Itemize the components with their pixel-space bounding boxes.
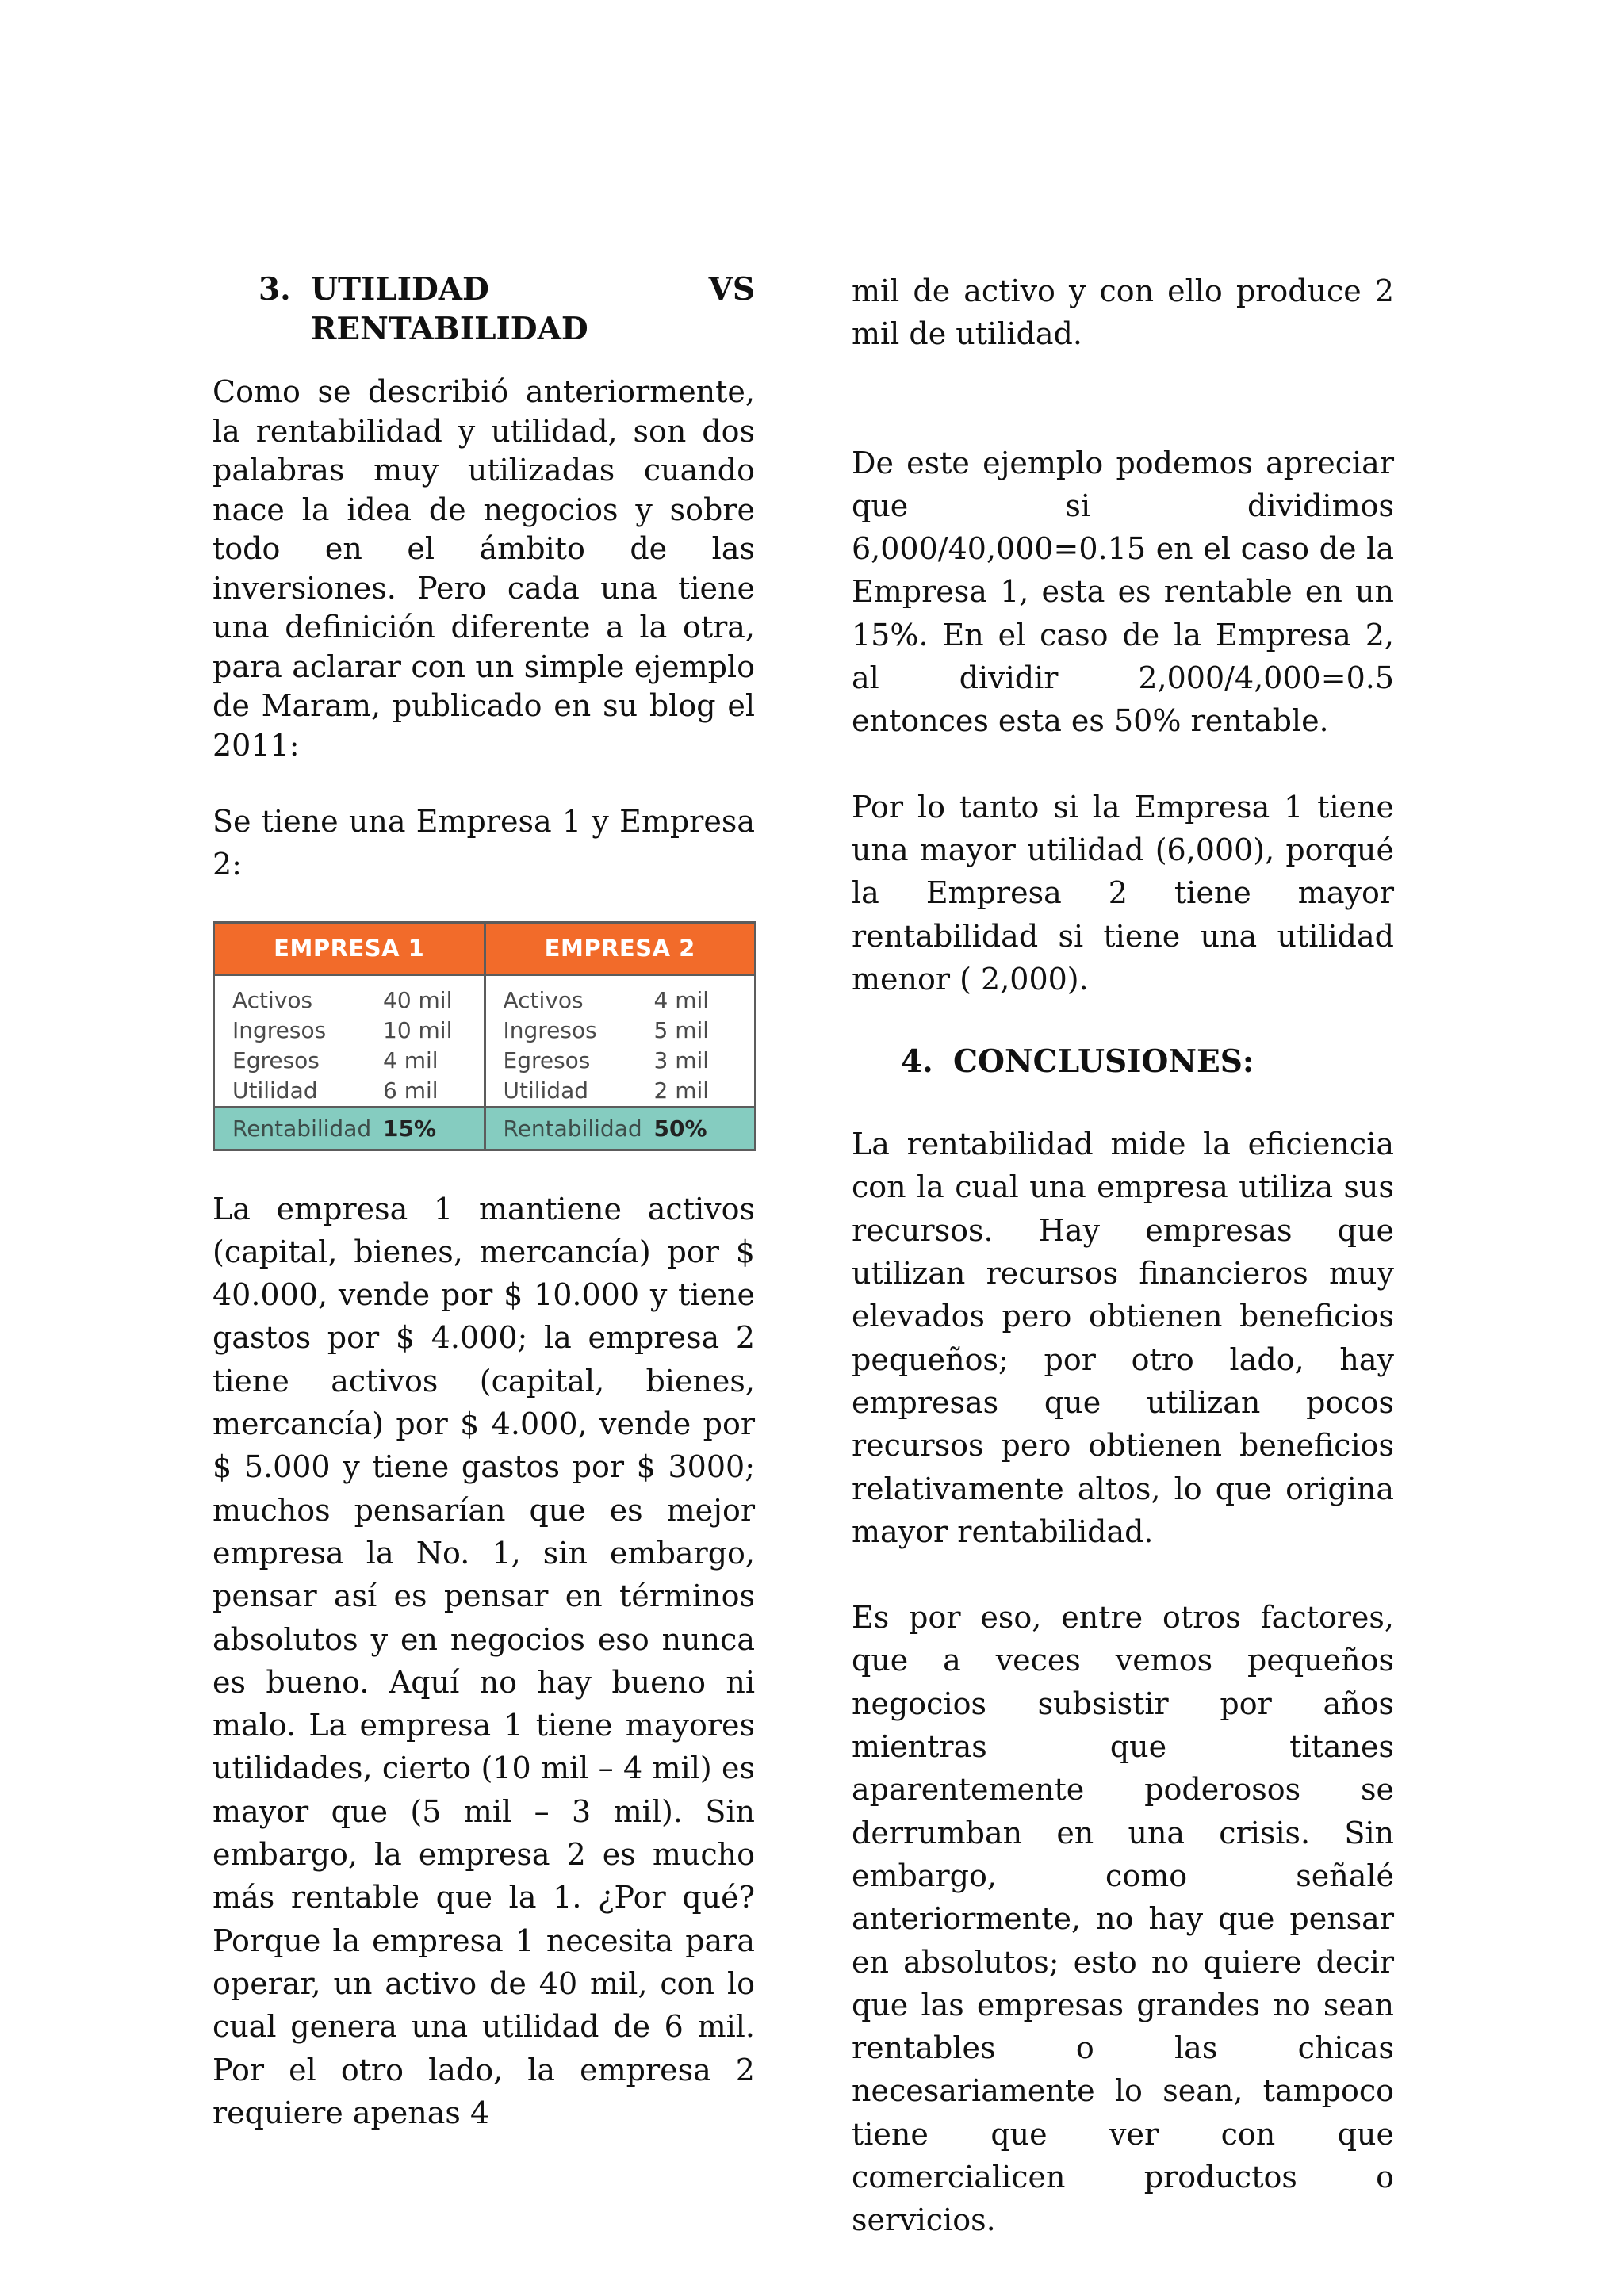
- row-label: Activos: [503, 987, 584, 1014]
- row-value: 4 mil: [383, 1047, 439, 1074]
- empresa-2-header: EMPRESA 2: [486, 924, 755, 977]
- rentabilidad-value: 50%: [653, 1115, 707, 1142]
- paragraph: De este ejemplo podemos apreciar que si dividimos 6,000/40,000=0.15 en el caso de la Empresa 1, esta es rentable en un 15%. En el caso de la Empresa 2, al dividir 2,000/4,000=0.5 entonces esta es 50% rentable.: [852, 445, 1394, 739]
- row-label: Rentabilidad: [232, 1115, 372, 1142]
- row-label: Activos: [232, 987, 313, 1014]
- row-label: Ingresos: [503, 1017, 597, 1044]
- section-3-heading: [259, 270, 755, 349]
- table-row: [232, 985, 484, 1016]
- row-value: 3 mil: [653, 1047, 710, 1074]
- paragraph: Como se describió anteriormente, la rentabilidad y utilidad, son dos palabras muy utilizadas cuando nace la idea de negocios y sobre todo en el ámbito de las inversiones. Pero cada una tiene una definición diferente a la otra, para aclarar con un simple ejemplo de Maram, publicado en su blog el 2011:: [213, 374, 755, 763]
- table-row: [504, 1016, 755, 1046]
- row-value: 2 mil: [653, 1077, 710, 1104]
- empresas-comparison-table: [213, 921, 756, 1151]
- paragraph: La rentabilidad mide la eficiencia con la cual una empresa utiliza sus recursos. Hay empresas que utilizan recursos financieros muy elevados pero obtienen beneficios pequeños; por otro lado, hay empresas que utilizan pocos recursos pero obtienen beneficios relativamente altos, lo que origina mayor rentabilidad.: [852, 1127, 1394, 1549]
- empresa-1-header: EMPRESA 1: [215, 924, 484, 977]
- right-column: [852, 270, 1394, 2242]
- left-column: [213, 270, 755, 2134]
- section-4-title: CONCLUSIONES:: [953, 1043, 1254, 1081]
- section-3-number: 3.: [259, 271, 291, 308]
- table-row: [232, 1076, 484, 1106]
- rentabilidad-value: 15%: [383, 1115, 437, 1142]
- row-value: 6 mil: [383, 1077, 439, 1104]
- paragraph: Se tiene una Empresa 1 y Empresa 2:: [213, 804, 755, 882]
- table-row: [504, 985, 755, 1016]
- row-label: Utilidad: [503, 1077, 589, 1104]
- paragraph: La empresa 1 mantiene activos (capital, bienes, mercancía) por $ 40.000, vende por $ 10.000 y tiene gastos por $ 4.000; la empresa 2 tiene activos (capital, bienes, mercancía) por $ 4.000, vende por $ 5.000 y tiene gastos por $ 3000; muchos pensarían que es mejor empresa la No. 1, sin embargo, pensar así es pensar en términos absolutos y en negocios eso nunca es bueno. Aquí no hay bueno ni malo. La empresa 1 tiene mayores utilidades, cierto (10 mil – 4 mil) es mayor que (5 mil – 3 mil). Sin embargo, la empresa 2 es mucho más rentable que la 1. ¿Por qué? Porque la empresa 1 necesita para operar, un activo de 40 mil, con lo cual genera una utilidad de 6 mil. Por el otro lado, la empresa 2 requiere apenas 4: [213, 1191, 755, 2130]
- section-3-title-word1: UTILIDAD: [311, 271, 489, 308]
- paragraph: mil de activo y con ello produce 2 mil de utilidad.: [852, 274, 1394, 352]
- empresa-1-body: [215, 976, 484, 1106]
- row-value: 10 mil: [383, 1017, 453, 1044]
- row-label: Egresos: [503, 1047, 591, 1074]
- table-row: [504, 1076, 755, 1106]
- empresa-2-rentabilidad-row: [486, 1106, 755, 1148]
- section-3-title-word2: VS: [708, 271, 755, 308]
- row-value: 4 mil: [653, 987, 710, 1014]
- empresa-2-body: [486, 976, 755, 1106]
- row-label: Ingresos: [232, 1017, 327, 1044]
- section-4-number: 4.: [901, 1043, 933, 1081]
- empresa-2-panel: [484, 924, 755, 1149]
- empresa-1-rentabilidad-row: [215, 1106, 484, 1148]
- paragraph: Es por eso, entre otros factores, que a veces vemos pequeños negocios subsistir por años mientras que titanes aparentemente poderosos se derrumban en una crisis. Sin embargo, como señalé anteriormente, no hay que pensar en absolutos; esto no quiere decir que las empresas grandes no sean rentables o las chicas necesariamente lo sean, tampoco tiene que ver con que comercialicen productos o servicios.: [852, 1600, 1394, 2238]
- empresa-1-panel: [215, 924, 484, 1149]
- table-row: [504, 1046, 755, 1076]
- row-label: Utilidad: [232, 1077, 318, 1104]
- row-label: Egresos: [232, 1047, 320, 1074]
- table-row: [232, 1046, 484, 1076]
- table-row: [232, 1016, 484, 1046]
- paragraph: Por lo tanto si la Empresa 1 tiene una mayor utilidad (6,000), porqué la Empresa 2 tiene mayor rentabilidad si tiene una utilidad menor ( 2,000).: [852, 789, 1394, 997]
- section-3-title-line2: RENTABILIDAD: [311, 311, 588, 347]
- section-3-title-line1: [311, 270, 755, 309]
- row-value: 40 mil: [383, 987, 453, 1014]
- row-value: 5 mil: [653, 1017, 710, 1044]
- section-4-heading: [901, 1042, 1394, 1081]
- row-label: Rentabilidad: [503, 1115, 642, 1142]
